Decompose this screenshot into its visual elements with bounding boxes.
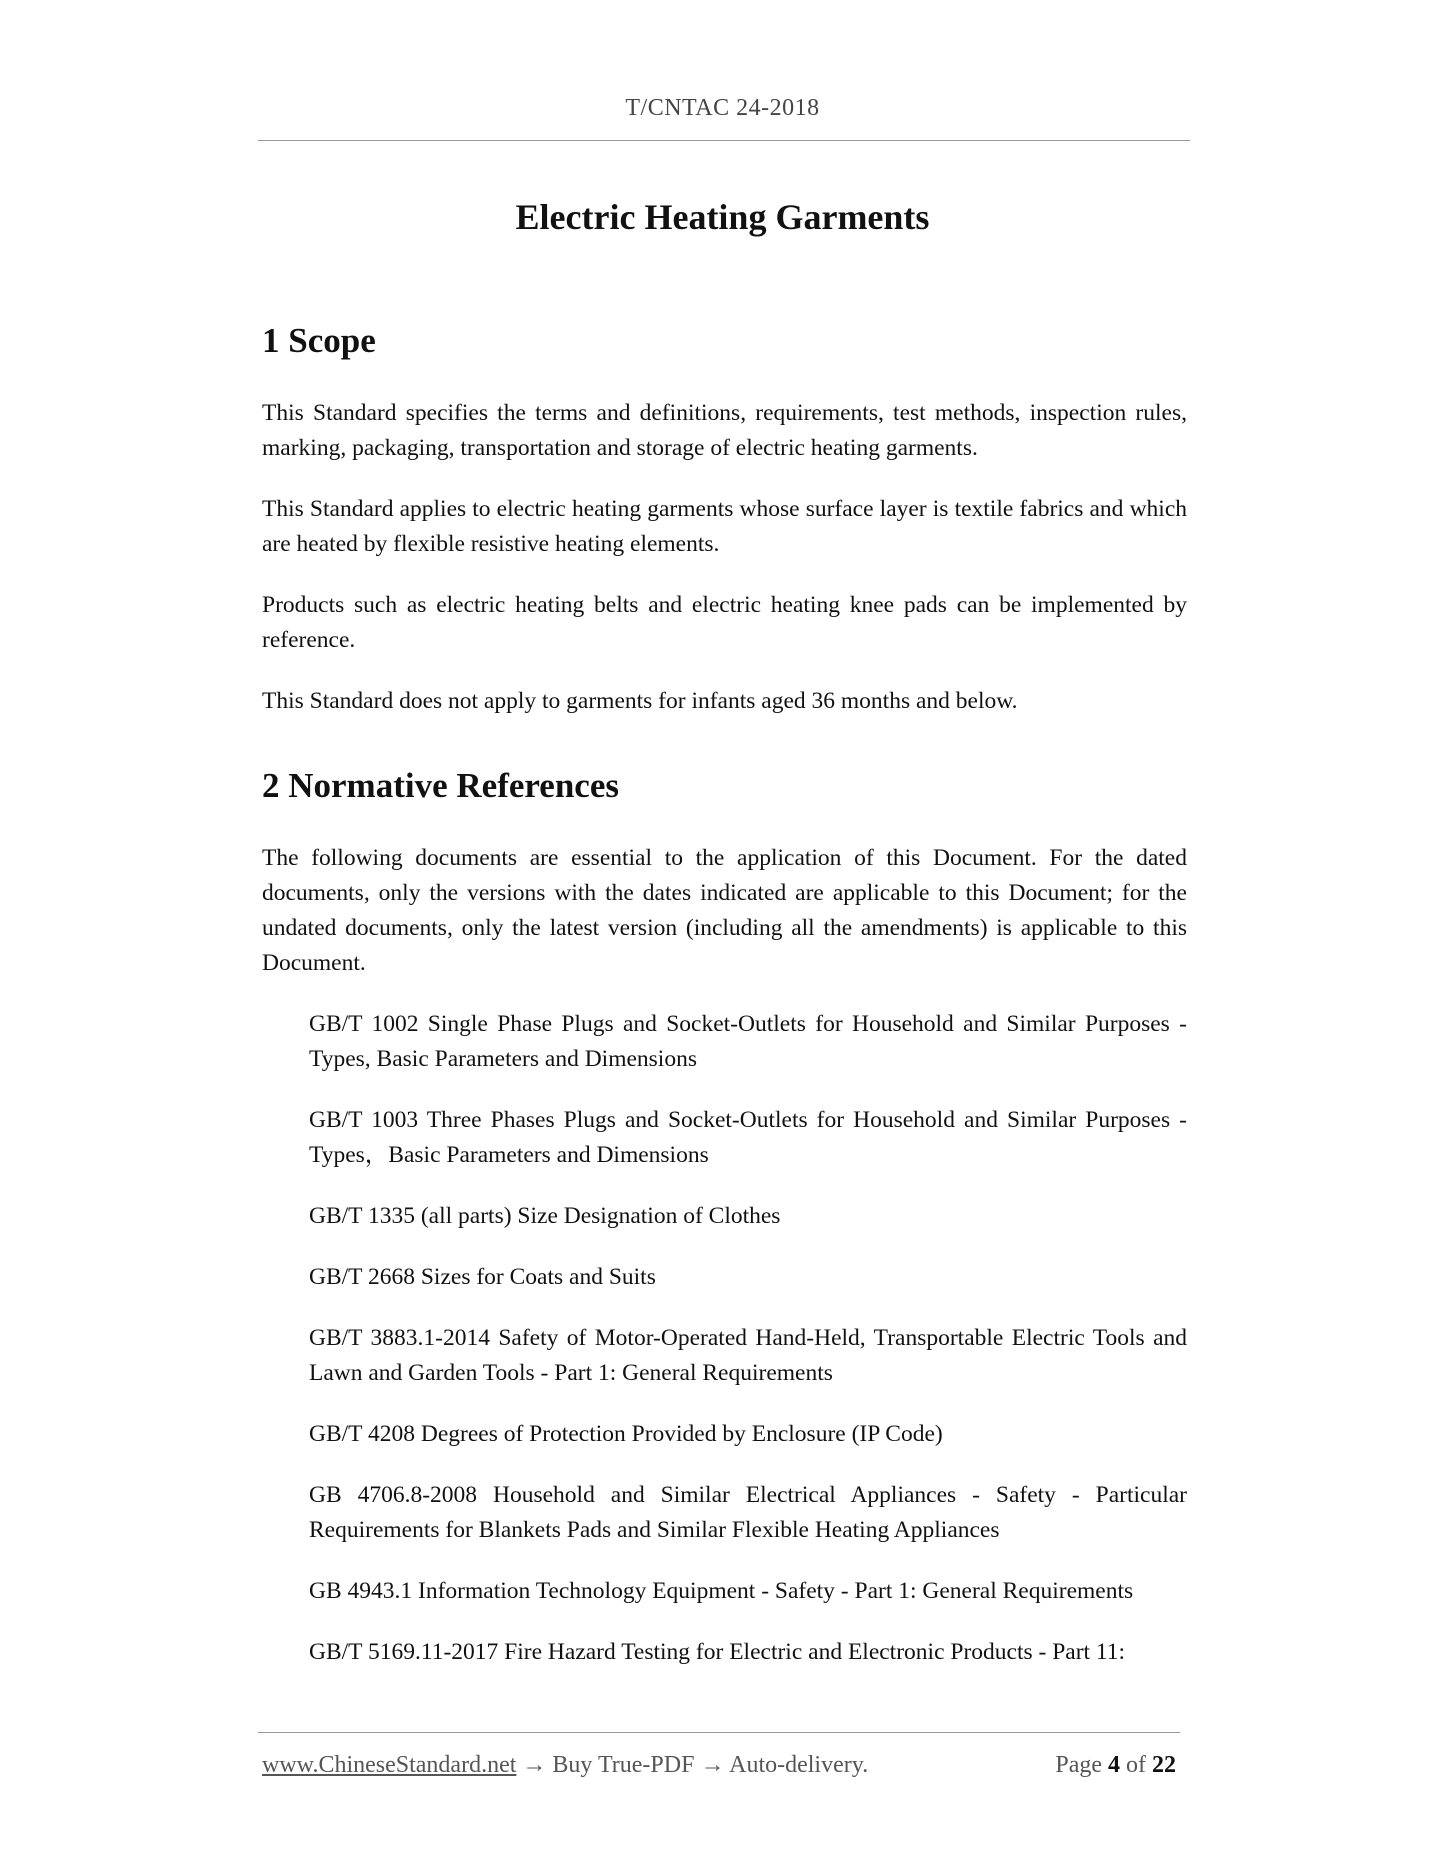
footer-promo-text: → Buy True-PDF → Auto-delivery.	[516, 1752, 869, 1778]
scope-paragraph: This Standard applies to electric heating garments whose surface layer is textile fabrics and which are heated by flexible resistive heating elements.	[262, 496, 1187, 557]
page-current: 4	[1108, 1752, 1120, 1778]
references-intro: The following documents are essential to the application of this Document. For the dated documents, only the versions with the dates indicated are applicable to this Document; for the undated documents, only the latest version (including all the amendments) is applicable to this Document.	[262, 845, 1187, 976]
page-of-label: of	[1126, 1752, 1146, 1778]
reference-item: GB/T 1002 Single Phase Plugs and Socket-Outlets for Household and Similar Purposes - Types, Basic Parameters and Dimensions	[309, 1011, 1187, 1072]
header-doc-code: T/CNTAC 24-2018	[625, 95, 820, 121]
scope-paragraph: This Standard does not apply to garments for infants aged 36 months and below.	[262, 688, 1018, 714]
document-body	[262, 318, 1187, 1670]
page-total: 22	[1152, 1752, 1176, 1778]
reference-item: GB/T 4208 Degrees of Protection Provided by Enclosure (IP Code)	[309, 1421, 943, 1447]
reference-item: GB 4943.1 Information Technology Equipment - Safety - Part 1: General Requirements	[309, 1578, 1134, 1604]
document-title: Electric Heating Garments	[515, 197, 930, 237]
footer-promo	[262, 1752, 868, 1779]
reference-item: GB/T 5169.11-2017 Fire Hazard Testing for Electric and Electronic Products - Part 11:	[309, 1639, 1126, 1665]
site-link[interactable]: www.ChineseStandard.net	[262, 1752, 517, 1778]
footer-divider	[258, 1732, 1180, 1733]
header-divider	[258, 140, 1190, 141]
scope-paragraph: Products such as electric heating belts and electric heating knee pads can be implemented by reference.	[262, 592, 1187, 653]
section-heading-scope: 1 Scope	[262, 321, 376, 360]
page-number	[1055, 1752, 1176, 1779]
reference-item: GB/T 2668 Sizes for Coats and Suits	[309, 1264, 656, 1290]
reference-item: GB/T 1335 (all parts) Size Designation of Clothes	[309, 1203, 781, 1229]
reference-item: GB/T 3883.1-2014 Safety of Motor-Operated Hand-Held, Transportable Electric Tools and Lawn and Garden Tools - Part 1: General Requirements	[309, 1325, 1187, 1386]
reference-item: GB 4706.8-2008 Household and Similar Electrical Appliances - Safety - Particular Requirements for Blankets Pads and Similar Flexible Heating Appliances	[309, 1482, 1187, 1543]
reference-item: GB/T 1003 Three Phases Plugs and Socket-Outlets for Household and Similar Purposes - Types，Basic Parameters and Dimensions	[309, 1107, 1187, 1168]
scope-paragraph: This Standard specifies the terms and definitions, requirements, test methods, inspection rules, marking, packaging, transportation and storage of electric heating garments.	[262, 400, 1187, 461]
page-label: Page	[1055, 1752, 1102, 1778]
section-heading-normative-references: 2 Normative References	[262, 766, 619, 805]
